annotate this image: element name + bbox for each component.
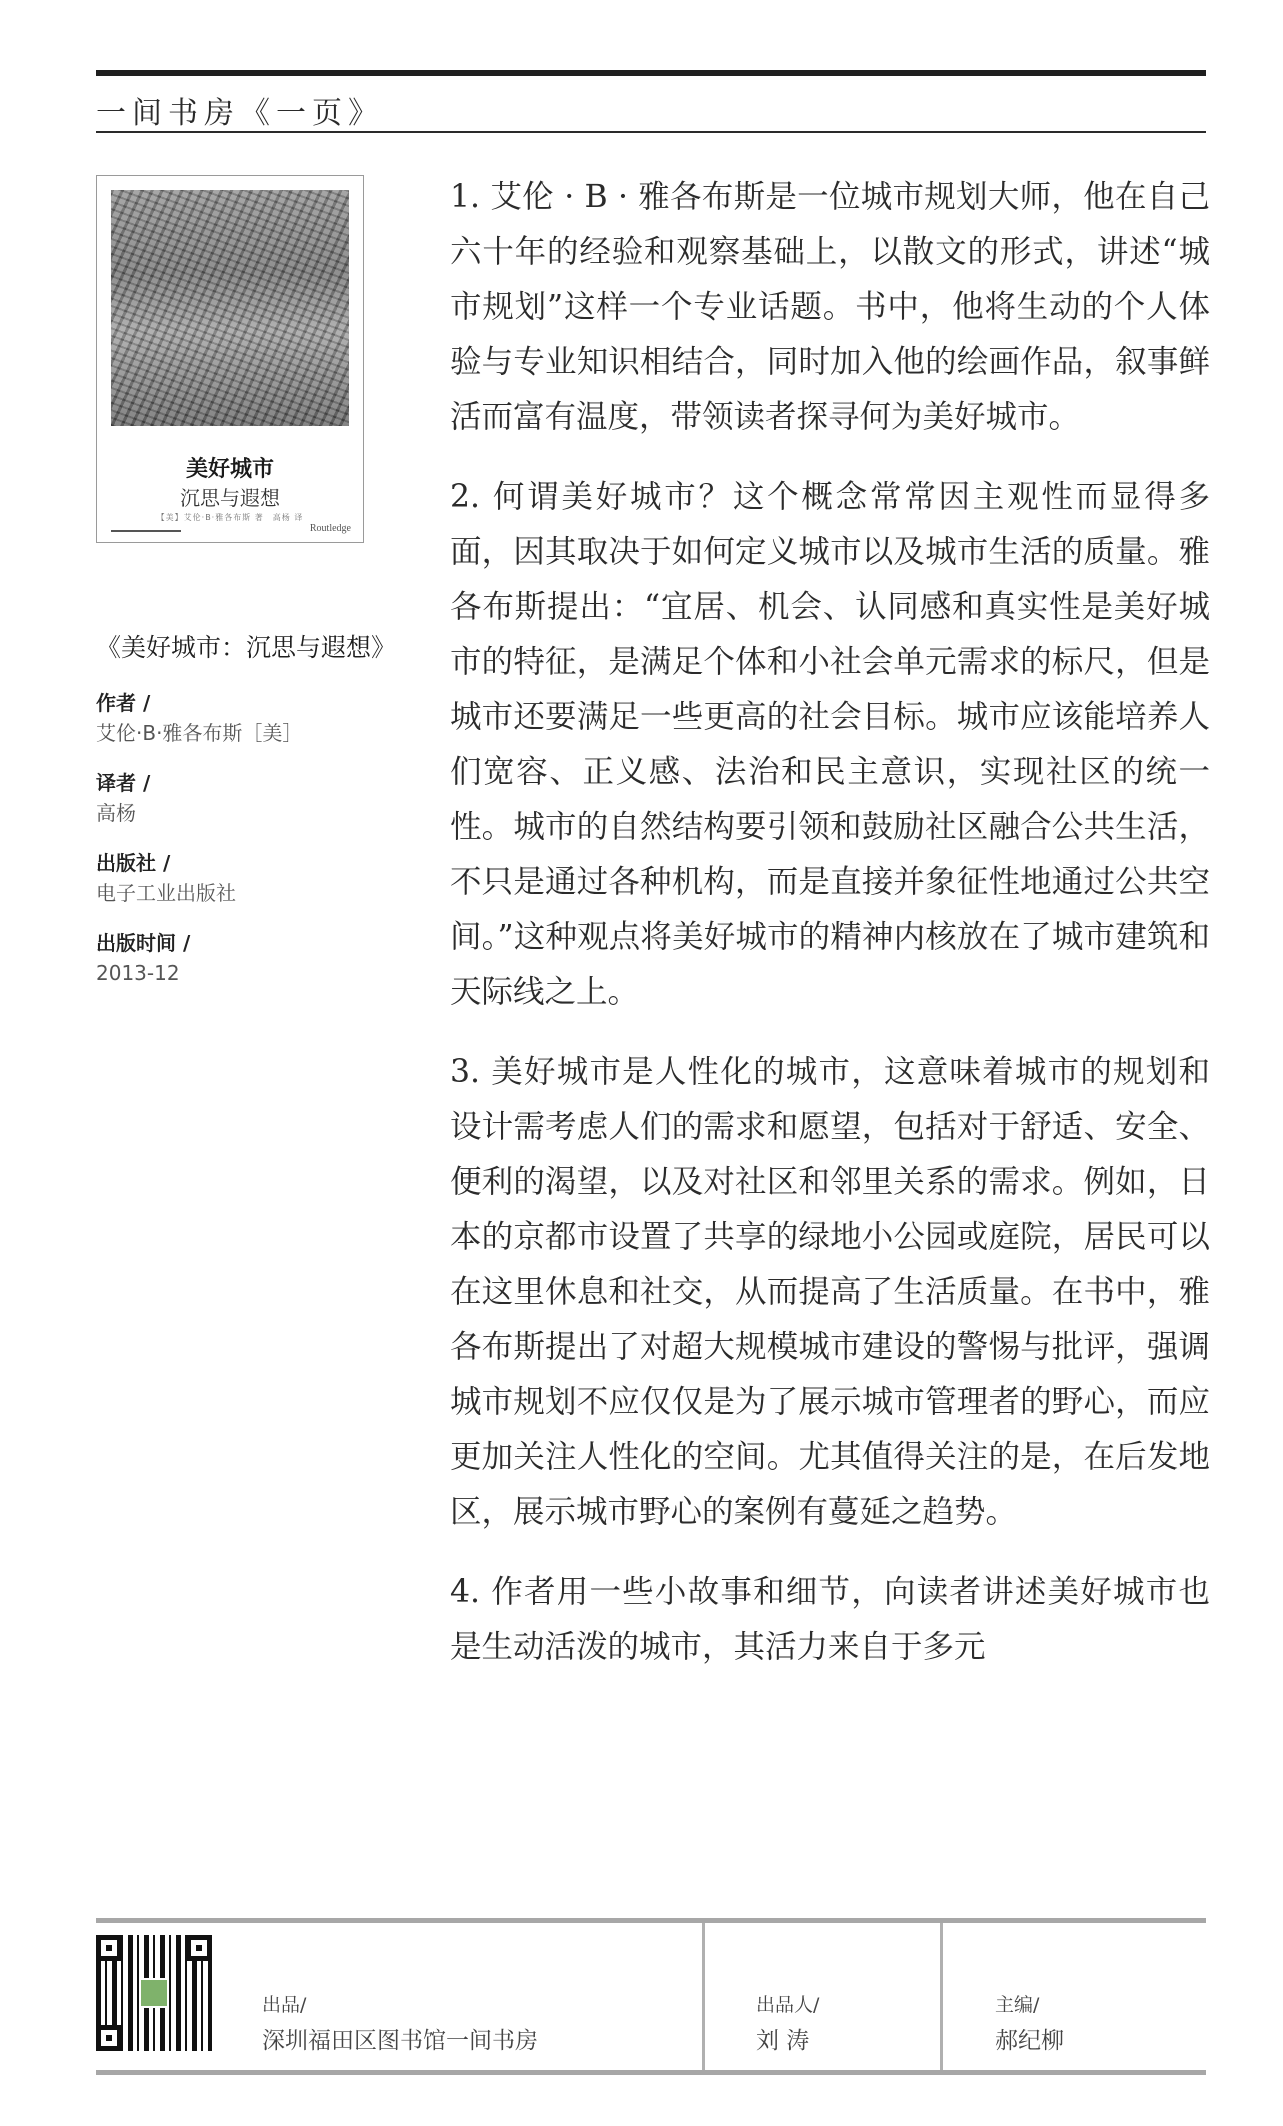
meta-label-translator: 译者 / xyxy=(96,771,151,795)
meta-label-publisher: 出版社 / xyxy=(96,851,171,875)
footer-separator xyxy=(940,1923,943,2070)
cover-publisher-logo xyxy=(111,518,181,532)
cover-cityscape-photo xyxy=(111,190,349,426)
cover-routledge-logo: Routledge xyxy=(309,523,351,534)
qr-code-icon[interactable] xyxy=(96,1935,212,2051)
article-paragraph-3: 3. 美好城市是人性化的城市，这意味着城市的规划和设计需考虑人们的需求和愿望，包括对于舒适、安全、便利的渴望，以及对社区和邻里关系的需求。例如，日本的京都市设置了共享的绿地小公园或庭院，居民可以在这里休息和社交，从而提高了生活质量。在书中，雅各布斯提出了对超大规模城市建设的警惕与批评，强调城市规划不应仅仅是为了展示城市管理者的野心，而应更加关注人性化的空间。尤其值得关注的是，在后发地区，展示城市野心的案例有蔓延之趋势。 xyxy=(450,1054,1210,1530)
footer-editor-value: 郝纪柳 xyxy=(995,2028,1064,2054)
footer-rule-top xyxy=(96,1918,1206,1923)
book-title: 《美好城市：沉思与遐想》 xyxy=(96,633,397,662)
footer-editor-label: 主编/ xyxy=(995,1994,1040,2016)
top-rule xyxy=(96,70,1206,76)
cover-title: 美好城市 xyxy=(185,457,274,482)
footer-producer-label: 出品/ xyxy=(262,1994,307,2016)
book-metadata xyxy=(96,688,396,1008)
qr-finder-pattern xyxy=(186,1935,212,1961)
meta-value-publisher: 电子工业出版社 xyxy=(96,881,236,905)
footer-producer-value: 深圳福田区图书馆一间书房 xyxy=(262,2028,538,2054)
meta-label-author: 作者 / xyxy=(96,691,151,715)
footer-rule-bottom xyxy=(96,2070,1206,2075)
footer-publisher-person-value: 刘 涛 xyxy=(756,2028,810,2054)
qr-finder-pattern xyxy=(96,1935,122,1961)
meta-label-publish-date: 出版时间 / xyxy=(96,931,191,955)
cover-author-line: 【美】艾伦·B·雅各布斯 著 高杨 译 xyxy=(156,513,304,522)
meta-value-publish-date: 2013-12 xyxy=(96,961,180,985)
header-rule xyxy=(96,131,1206,133)
article-paragraph-4: 4. 作者用一些小故事和细节，向读者讲述美好城市也是生动活泼的城市，其活力来自于多元 xyxy=(450,1574,1210,1665)
book-cover-image xyxy=(96,175,364,543)
article-paragraph-2: 2. 何谓美好城市？这个概念常常因主观性而显得多面，因其取决于如何定义城市以及城市生活的质量。雅各布斯提出：“宜居、机会、认同感和真实性是美好城市的特征，是满足个体和小社会单元需求的标尺，但是城市还要满足一些更高的社会目标。城市应该能培养人们宽容、正义感、法治和民主意识，实现社区的统一性。城市的自然结构要引领和鼓励社区融合公共生活，不只是通过各种机构，而是直接并象征性地通过公共空间。”这种观点将美好城市的精神内核放在了城市建筑和天际线之上。 xyxy=(450,479,1210,1010)
meta-value-translator: 高杨 xyxy=(96,801,136,825)
meta-value-author: 艾伦·B·雅各布斯［美］ xyxy=(96,721,303,745)
article-body xyxy=(450,170,1210,1700)
footer-separator xyxy=(702,1923,705,2070)
page-header-title: 一间书房《一页》 xyxy=(96,96,384,131)
article-paragraph-1: 1. 艾伦 · B · 雅各布斯是一位城市规划大师，他在自己六十年的经验和观察基础上，以散文的形式，讲述“城市规划”这样一个专业话题。书中，他将生动的个人体验与专业知识相结合，同时加入他的绘画作品，叙事鲜活而富有温度，带领读者探寻何为美好城市。 xyxy=(450,179,1210,435)
cover-subtitle: 沉思与遐想 xyxy=(180,486,280,510)
qr-finder-pattern xyxy=(96,2025,122,2051)
qr-center-logo-icon xyxy=(139,1978,169,2008)
footer-publisher-person-label: 出品人/ xyxy=(756,1994,820,2016)
